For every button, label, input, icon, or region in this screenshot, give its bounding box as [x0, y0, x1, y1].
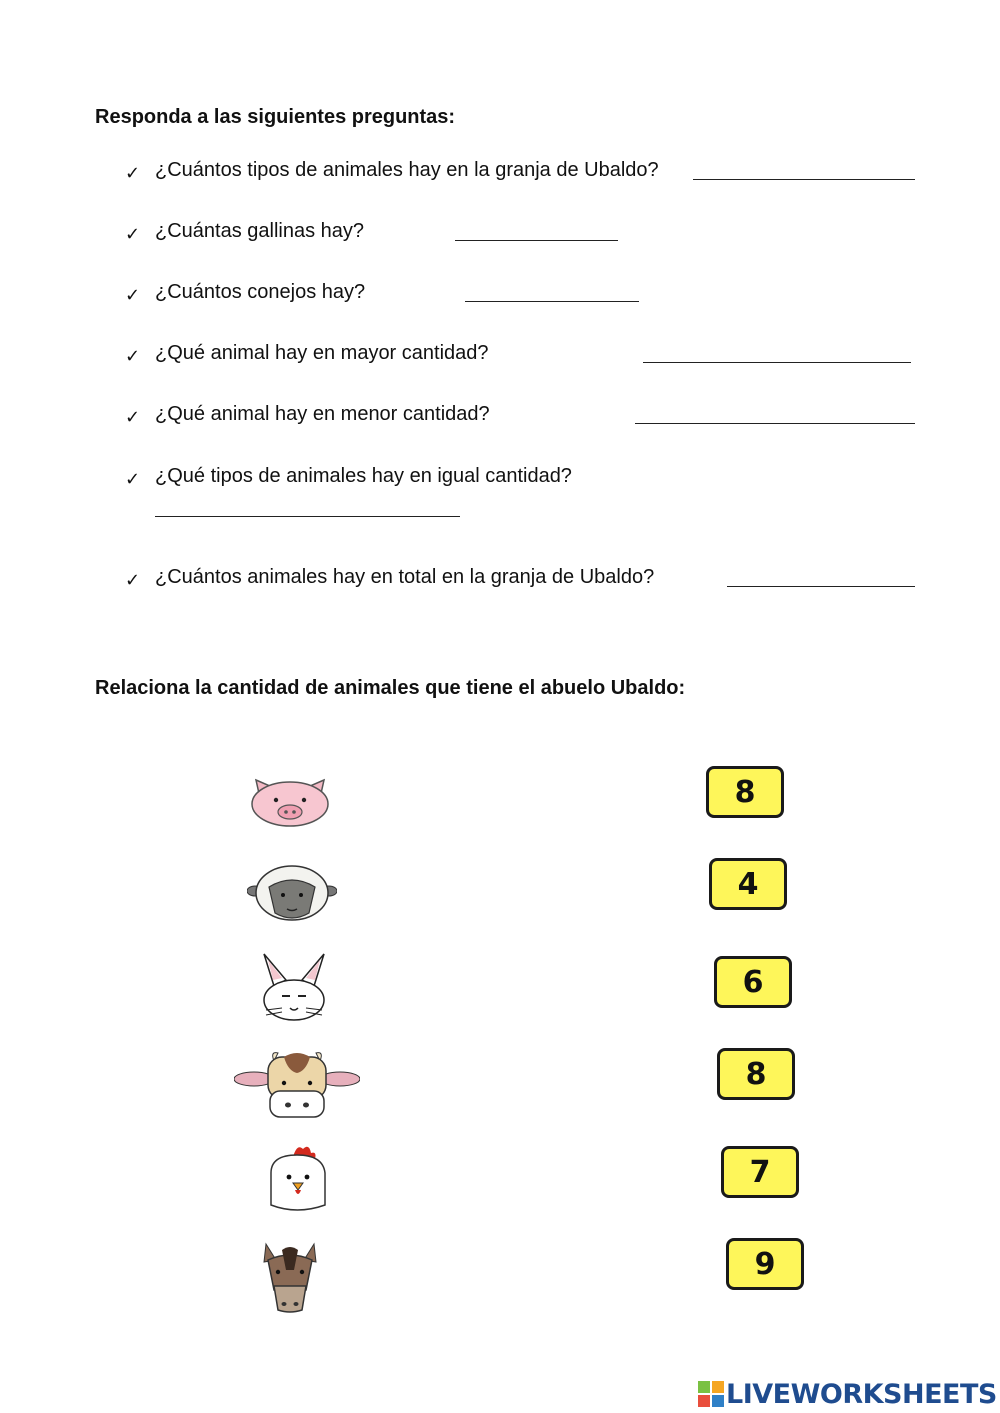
number-box[interactable]: 8 [706, 766, 784, 818]
horse-icon[interactable] [260, 1242, 320, 1314]
question-item [125, 458, 915, 488]
checkmark-icon: ✓ [125, 346, 141, 366]
checkmark-icon: ✓ [125, 285, 141, 305]
checkmark-icon: ✓ [125, 224, 141, 244]
sheep-icon[interactable] [247, 865, 337, 925]
question-text: ¿Qué animal hay en menor cantidad? [155, 403, 490, 425]
question-item [125, 152, 915, 182]
number-box[interactable]: 9 [726, 1238, 804, 1290]
question-text: ¿Qué tipos de animales hay en igual cantidad? [155, 465, 572, 487]
answer-blank[interactable] [455, 240, 618, 241]
question-text: ¿Cuántos conejos hay? [155, 281, 366, 303]
question-item [125, 559, 915, 589]
question-item [125, 396, 915, 426]
chicken-icon[interactable] [263, 1143, 333, 1213]
answer-blank[interactable] [643, 362, 911, 363]
pig-icon[interactable] [248, 776, 332, 828]
question-text: ¿Cuántas gallinas hay? [155, 220, 365, 242]
number-box[interactable]: 4 [709, 858, 787, 910]
section-title-questions: Responda a las siguientes preguntas: [95, 106, 456, 128]
question-item [125, 335, 915, 365]
answer-blank[interactable] [727, 586, 915, 587]
answer-blank[interactable] [465, 301, 639, 302]
answer-blank[interactable] [693, 179, 915, 180]
checkmark-icon: ✓ [125, 469, 141, 489]
question-text: ¿Qué animal hay en mayor cantidad? [155, 342, 489, 364]
question-item [125, 274, 915, 304]
question-text: ¿Cuántos animales hay en total en la granja de Ubaldo? [155, 566, 655, 588]
checkmark-icon: ✓ [125, 163, 141, 183]
rabbit-icon[interactable] [256, 952, 332, 1024]
question-text: ¿Cuántos tipos de animales hay en la granja de Ubaldo? [155, 159, 659, 181]
logo-text: LIVEWORKSHEETS [726, 1378, 997, 1410]
number-box[interactable]: 8 [717, 1048, 795, 1100]
cow-icon[interactable] [234, 1051, 360, 1119]
liveworksheets-logo [698, 1377, 997, 1411]
question-item [125, 213, 915, 243]
logo-blocks-icon [698, 1381, 724, 1407]
checkmark-icon: ✓ [125, 570, 141, 590]
number-box[interactable]: 7 [721, 1146, 799, 1198]
answer-blank[interactable] [635, 423, 915, 424]
number-box[interactable]: 6 [714, 956, 792, 1008]
section-title-matching: Relaciona la cantidad de animales que tiene el abuelo Ubaldo: [95, 677, 686, 699]
checkmark-icon: ✓ [125, 407, 141, 427]
answer-blank[interactable] [155, 516, 460, 517]
